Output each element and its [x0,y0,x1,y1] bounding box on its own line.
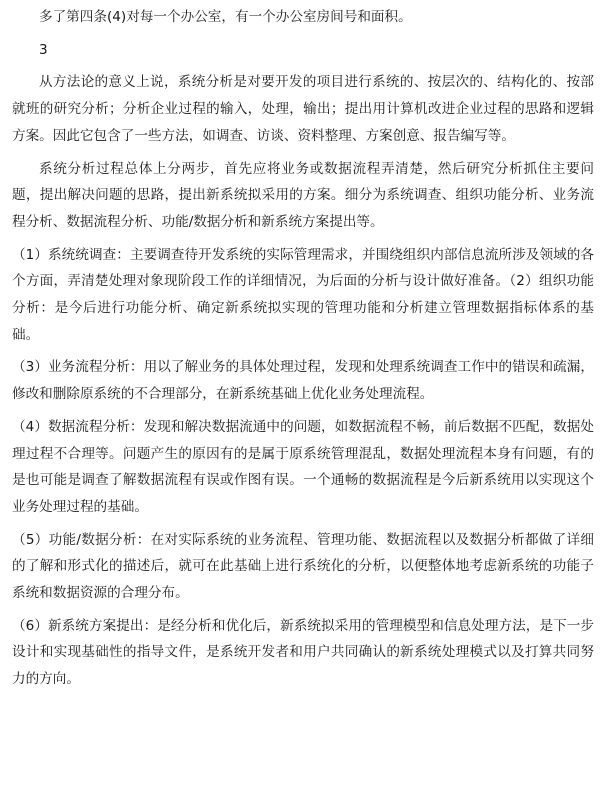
paragraph-methodology: 从方法论的意义上说，系统分析是对要开发的项目进行系统的、按层次的、结构化的、按部就班的研究分析；分析企业过程的输入，处理，输出；提出用计算机改进企业过程的思路和逻辑方案。因此它包含了一些方法，如调查、访谈、资料整理、方案创意、报告编写等。 [12,74,594,144]
paragraph-step-5: （5）功能/数据分析：在对实际系统的业务流程、管理功能、数据流程以及数据分析都做了详细的了解和形式化的描述后，就可在此基础上进行系统化的分析，以便整体地考虑新系统的功能子系统和数据资源的合理分布。 [12,531,594,602]
section-number: 3 [39,41,48,58]
paragraph-step-6: （6）新系统方案提出：是经分析和优化后，新系统拟采用的管理模型和信息处理方法，是下一步设计和实现基础性的指导文件，是系统开发者和用户共同确认的新系统处理模式以及打算共同努力的方向。 [12,617,594,688]
paragraph-office-rule: 多了第四条(4)对每一个办公室，有一个办公室房间号和面积。 [39,9,412,25]
paragraph-step-4: （4）数据流程分析：发现和解决数据流通中的问题，如数据流程不畅，前后数据不匹配，数据处理过程不合理等。问题产生的原因有的是属于原系统管理混乱，数据处理流程本身有问题，有的是也可能是调查了解数据流程有误或作图有误。一个通畅的数据流程是今后新系统用以实现这个业务处理过程的基础。 [12,418,594,515]
paragraph-step-1-2: （1）系统统调查：主要调查待开发系统的实际管理需求，并围绕组织内部信息流所涉及领域的各个方面，弄清楚处理对象现阶段工作的详细情况，为后面的分析与设计做好准备。（2）组织功能分析：是今后进行功能分析、确定新系统拟实现的管理功能和分析建立管理数据指标体系的基础。 [12,246,594,343]
paragraph-analysis-process: 系统分析过程总体上分两步，首先应将业务或数据流程弄清楚，然后研究分析抓住主要问题，提出解决问题的思路，提出新系统拟采用的方案。细分为系统调查、组织功能分析、业务流程分析、数据流程分析、功能/数据分析和新系统方案提出等。 [12,160,594,230]
paragraph-step-3: （3）业务流程分析：用以了解业务的具体处理过程，发现和处理系统调查工作中的错误和疏漏，修改和删除原系统的不合理部分，在新系统基础上优化业务处理流程。 [12,359,594,403]
